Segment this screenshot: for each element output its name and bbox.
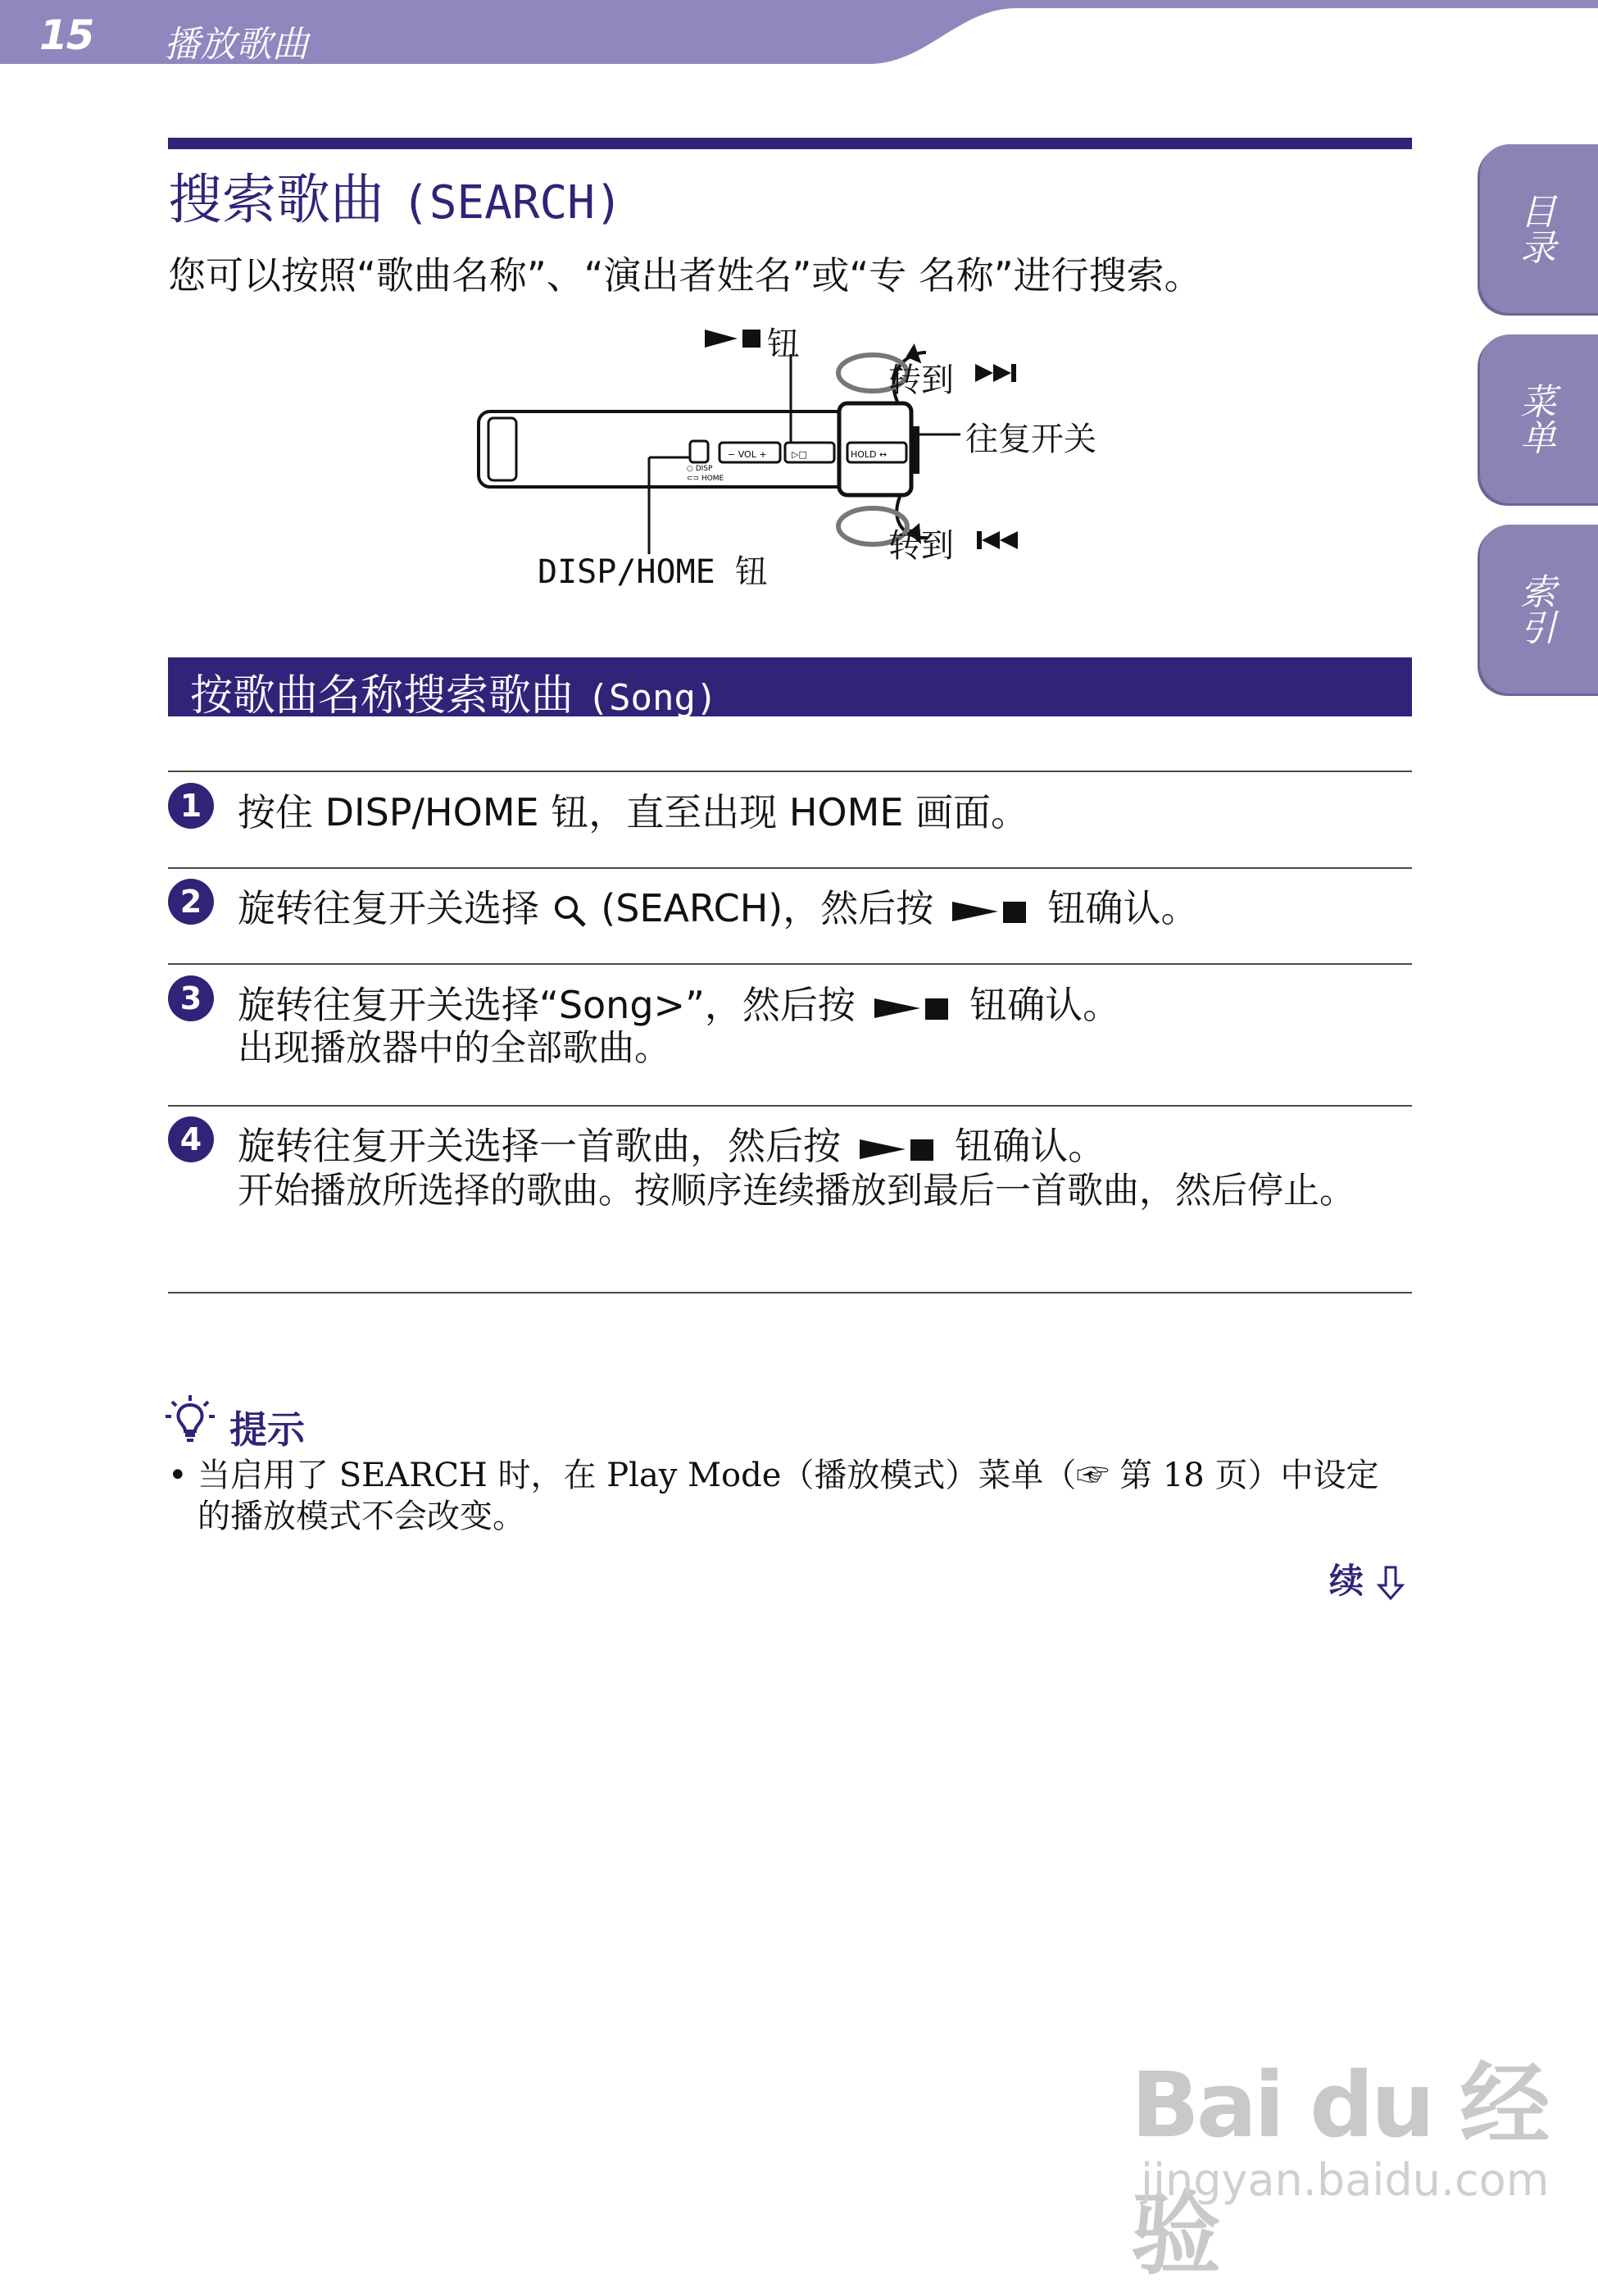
goto-prev-label: 转到 (888, 527, 954, 565)
watermark-url: jingyan.baidu.com (1141, 2154, 1550, 2206)
step-3-text (238, 975, 1120, 1030)
step-2-part-b: (SEARCH)，然后按 (601, 886, 934, 930)
search-icon (552, 893, 589, 930)
section-title (190, 661, 718, 722)
divider (168, 1105, 1412, 1107)
tab-menu-label: 菜单 (1514, 383, 1555, 455)
tab-contents[interactable] (1480, 144, 1598, 313)
hint-lightbulb-icon (164, 1394, 216, 1446)
step-3-detail: 出现播放器中的全部歌曲。 (238, 1027, 670, 1069)
disp-home-label: DISP/HOME 钮 (538, 553, 768, 591)
shuttle-switch-label: 往复开关 (965, 421, 1096, 458)
arrow-down-icon (1376, 1566, 1405, 1602)
play-stop-button-label: 钮 (767, 325, 800, 363)
step-4-detail: 开始播放所选择的歌曲。按顺序连续播放到最后一首歌曲，然后停止。 (238, 1170, 1355, 1212)
continued-link[interactable] (1329, 1554, 1405, 1603)
hint-text: 当启用了 SEARCH 时，在 Play Mode（播放模式）菜单（☞ 第 18 页）中设定的播放模式不会改变。 (197, 1457, 1379, 1535)
step-3-part-a: 旋转往复开关选择“Song>”，然后按 (238, 983, 856, 1027)
step-2-part-a: 旋转往复开关选择 (238, 886, 539, 930)
step-4-text (238, 1116, 1105, 1171)
step-number: 3 (168, 975, 214, 1021)
page-title-text: 搜索歌曲 (168, 168, 384, 231)
play-stop-icon (868, 992, 958, 1025)
section-title-paren: (Song) (587, 677, 718, 719)
intro-text: 您可以按照“歌曲名称”、“演出者姓名”或“专 名称”进行搜索。 (168, 253, 1202, 298)
step-number: 1 (168, 783, 214, 829)
divider (168, 1292, 1412, 1293)
vol-text: − VOL + (728, 449, 767, 460)
disp-text: ○ DISP (687, 465, 713, 473)
device-diagram (459, 311, 1147, 590)
step-number: 2 (168, 879, 214, 925)
step-1-text: 按住 DISP/HOME 钮，直至出现 HOME 画面。 (238, 790, 1029, 834)
svg-text:▷□: ▷□ (792, 449, 807, 460)
hold-text: HOLD ↔ (851, 449, 888, 460)
step-2-text (238, 879, 1199, 933)
divider (168, 963, 1412, 965)
tab-menu[interactable] (1480, 334, 1598, 503)
step-4-part-c: 钮确认。 (955, 1124, 1106, 1168)
play-stop-icon (946, 895, 1036, 928)
chapter-title: 播放歌曲 (164, 24, 308, 66)
step-4-part-a: 旋转往复开关选择一首歌曲，然后按 (238, 1124, 841, 1168)
section-title-text: 按歌曲名称搜索歌曲 (190, 671, 574, 721)
home-text: ⊂⊃ HOME (687, 475, 724, 483)
step-2-part-c: 钮确认。 (1047, 886, 1199, 930)
bullet-icon: • (168, 1457, 188, 1494)
page-title-paren: (SEARCH) (401, 176, 623, 230)
step-number: 4 (168, 1116, 214, 1162)
divider (168, 771, 1412, 772)
page-title (168, 156, 623, 234)
watermark-logo: Bai du 经验 (1131, 2053, 1547, 2287)
goto-next-label: 转到 (888, 361, 954, 399)
page-number: 15 (39, 11, 93, 59)
title-rule (168, 138, 1412, 149)
hint-label: 提示 (229, 1407, 305, 1452)
tab-index-label: 索引 (1514, 573, 1555, 645)
tab-contents-label: 目录 (1514, 193, 1555, 265)
tab-index[interactable] (1480, 525, 1598, 693)
play-stop-icon (853, 1133, 943, 1166)
continued-label: 续 (1329, 1561, 1364, 1601)
step-3-part-c: 钮确认。 (969, 983, 1121, 1027)
divider (168, 867, 1412, 869)
